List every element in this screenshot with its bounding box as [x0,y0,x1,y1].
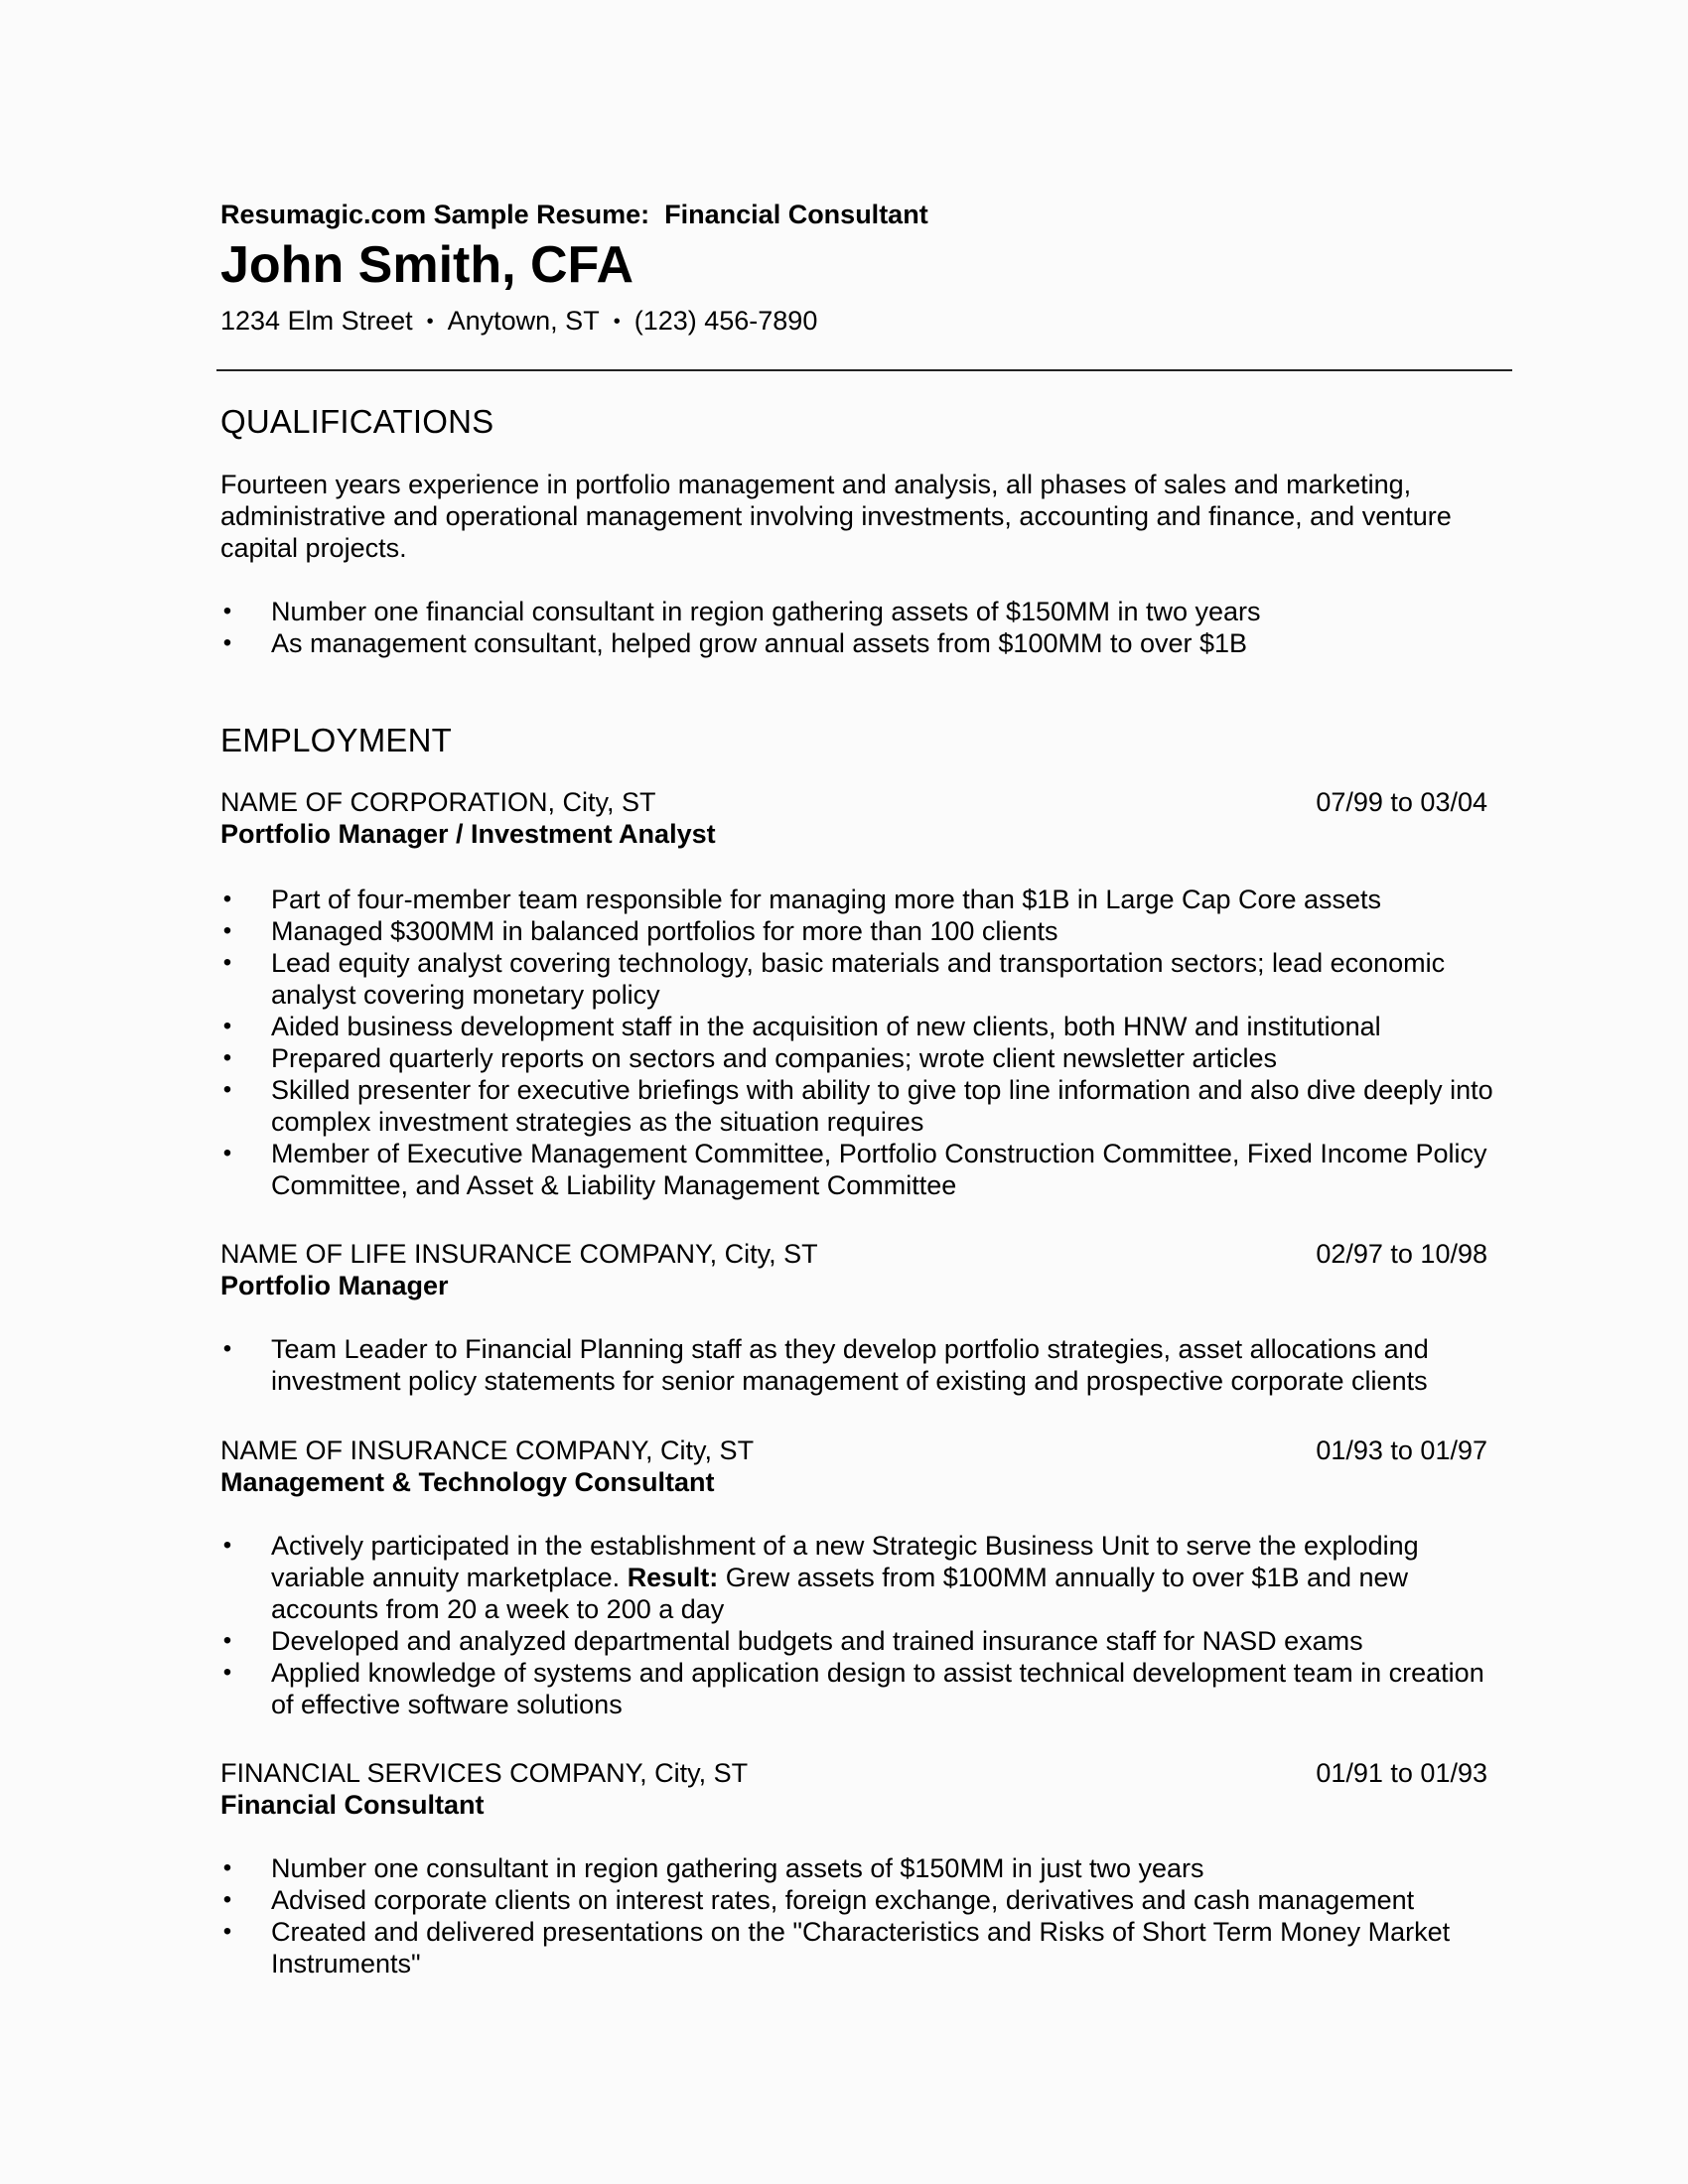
section-heading-qualifications: QUALIFICATIONS [220,403,494,440]
list-item: • Managed $300MM in balanced portfolios for more than 100 clients [220,915,1501,947]
job-bullets [220,1530,1501,1720]
contact-city: Anytown, ST [447,306,600,336]
bullet-icon: • [222,1918,232,1945]
company-name: NAME OF CORPORATION, City, ST [220,787,656,817]
bullet-icon: • [222,1013,232,1039]
list-item: • Part of four-member team responsible for managing more than $1B in Large Cap Core assets [220,884,1501,915]
result-label: Result: [627,1563,719,1592]
list-item: • Applied knowledge of systems and application design to assist technical development team in creation of effective software solutions [220,1657,1501,1720]
bullet-icon: • [222,629,232,656]
list-item: • Prepared quarterly reports on sectors and companies; wrote client newsletter articles [220,1042,1501,1074]
bullet-icon: • [222,1532,232,1559]
list-item: • Created and delivered presentations on the "Characteristics and Risks of Short Term Money Market Instruments" [220,1916,1501,1979]
bullet-icon: • [222,949,232,976]
list-item: • Advised corporate clients on interest rates, foreign exchange, derivatives and cash management [220,1884,1501,1916]
bullet-icon: • [222,1659,232,1686]
company-name: FINANCIAL SERVICES COMPANY, City, ST [220,1758,749,1788]
bullet-icon: • [222,1140,232,1166]
bullet-icon: • [222,1076,232,1103]
qualifications-list [220,596,1501,659]
job-header [220,1238,1487,1301]
job-header [220,1434,1487,1498]
bullet-icon: • [222,1335,232,1362]
job-dates: 01/91 to 01/93 [1316,1758,1487,1788]
job-bullets [220,1333,1501,1397]
list-item: • As management consultant, helped grow annual assets from $100MM to over $1B [220,627,1501,659]
job-header [220,786,1487,850]
company-name: NAME OF INSURANCE COMPANY, City, ST [220,1435,755,1465]
job-dates: 01/93 to 01/97 [1316,1435,1487,1465]
contact-phone: (123) 456-7890 [633,306,818,336]
list-item: • Aided business development staff in the acquisition of new clients, both HNW and institutional [220,1011,1501,1042]
job-bullets [220,1852,1501,1979]
list-item: • Number one consultant in region gathering assets of $150MM in just two years [220,1852,1501,1884]
list-item: • Lead equity analyst covering technology, basic materials and transportation sectors; lead economic analyst covering monetary policy [220,947,1501,1011]
bullet-separator-icon: • [426,311,434,333]
job-header [220,1757,1487,1821]
bullet-icon: • [222,917,232,944]
company-name: NAME OF LIFE INSURANCE COMPANY, City, ST [220,1239,818,1269]
list-item: • Developed and analyzed departmental budgets and trained insurance staff for NASD exams [220,1625,1501,1657]
bullet-icon: • [222,1044,232,1071]
list-item: • Number one financial consultant in region gathering assets of $150MM in two years [220,596,1501,627]
list-item: • Member of Executive Management Committee, Portfolio Construction Committee, Fixed Income Policy Committee, and Asset & Liability Management Committee [220,1138,1501,1201]
bullet-icon: • [222,1627,232,1654]
header-divider [216,369,1512,371]
list-item: • Team Leader to Financial Planning staff as they develop portfolio strategies, asset allocations and investment policy statements for senior management of existing and prospective corporate clients [220,1333,1501,1397]
job-title: Portfolio Manager / Investment Analyst [220,819,716,849]
list-item: • Skilled presenter for executive briefings with ability to give top line information and also dive deeply into complex investment strategies as the situation requires [220,1074,1501,1138]
bullet-separator-icon: • [613,311,621,333]
bullet-icon: • [222,1854,232,1881]
list-item: • Actively participated in the establishment of a new Strategic Business Unit to serve the exploding variable annuity marketplace. Result: Grew assets from $100MM annually to over $1B and new accounts from 20 a week to 200 a day [220,1530,1501,1625]
job-bullets [220,884,1501,1201]
job-title: Portfolio Manager [220,1271,449,1300]
qualifications-summary: Fourteen years experience in portfolio management and analysis, all phases of sales and marketing, administrative and operational management involving investments, accounting and finance, and venture capital projects. [220,470,1452,563]
candidate-name: John Smith, CFA [220,236,633,294]
job-dates: 07/99 to 03/04 [1316,787,1487,817]
bullet-icon: • [222,886,232,912]
job-dates: 02/97 to 10/98 [1316,1239,1487,1269]
bullet-icon: • [222,598,232,624]
contact-street: 1234 Elm Street [220,306,413,336]
contact-line [220,305,817,338]
job-title: Financial Consultant [220,1790,485,1820]
job-title: Management & Technology Consultant [220,1467,715,1497]
section-heading-employment: EMPLOYMENT [220,722,453,758]
document-label: Resumagic.com Sample Resume: Financial Consultant [220,200,928,229]
bullet-icon: • [222,1886,232,1913]
